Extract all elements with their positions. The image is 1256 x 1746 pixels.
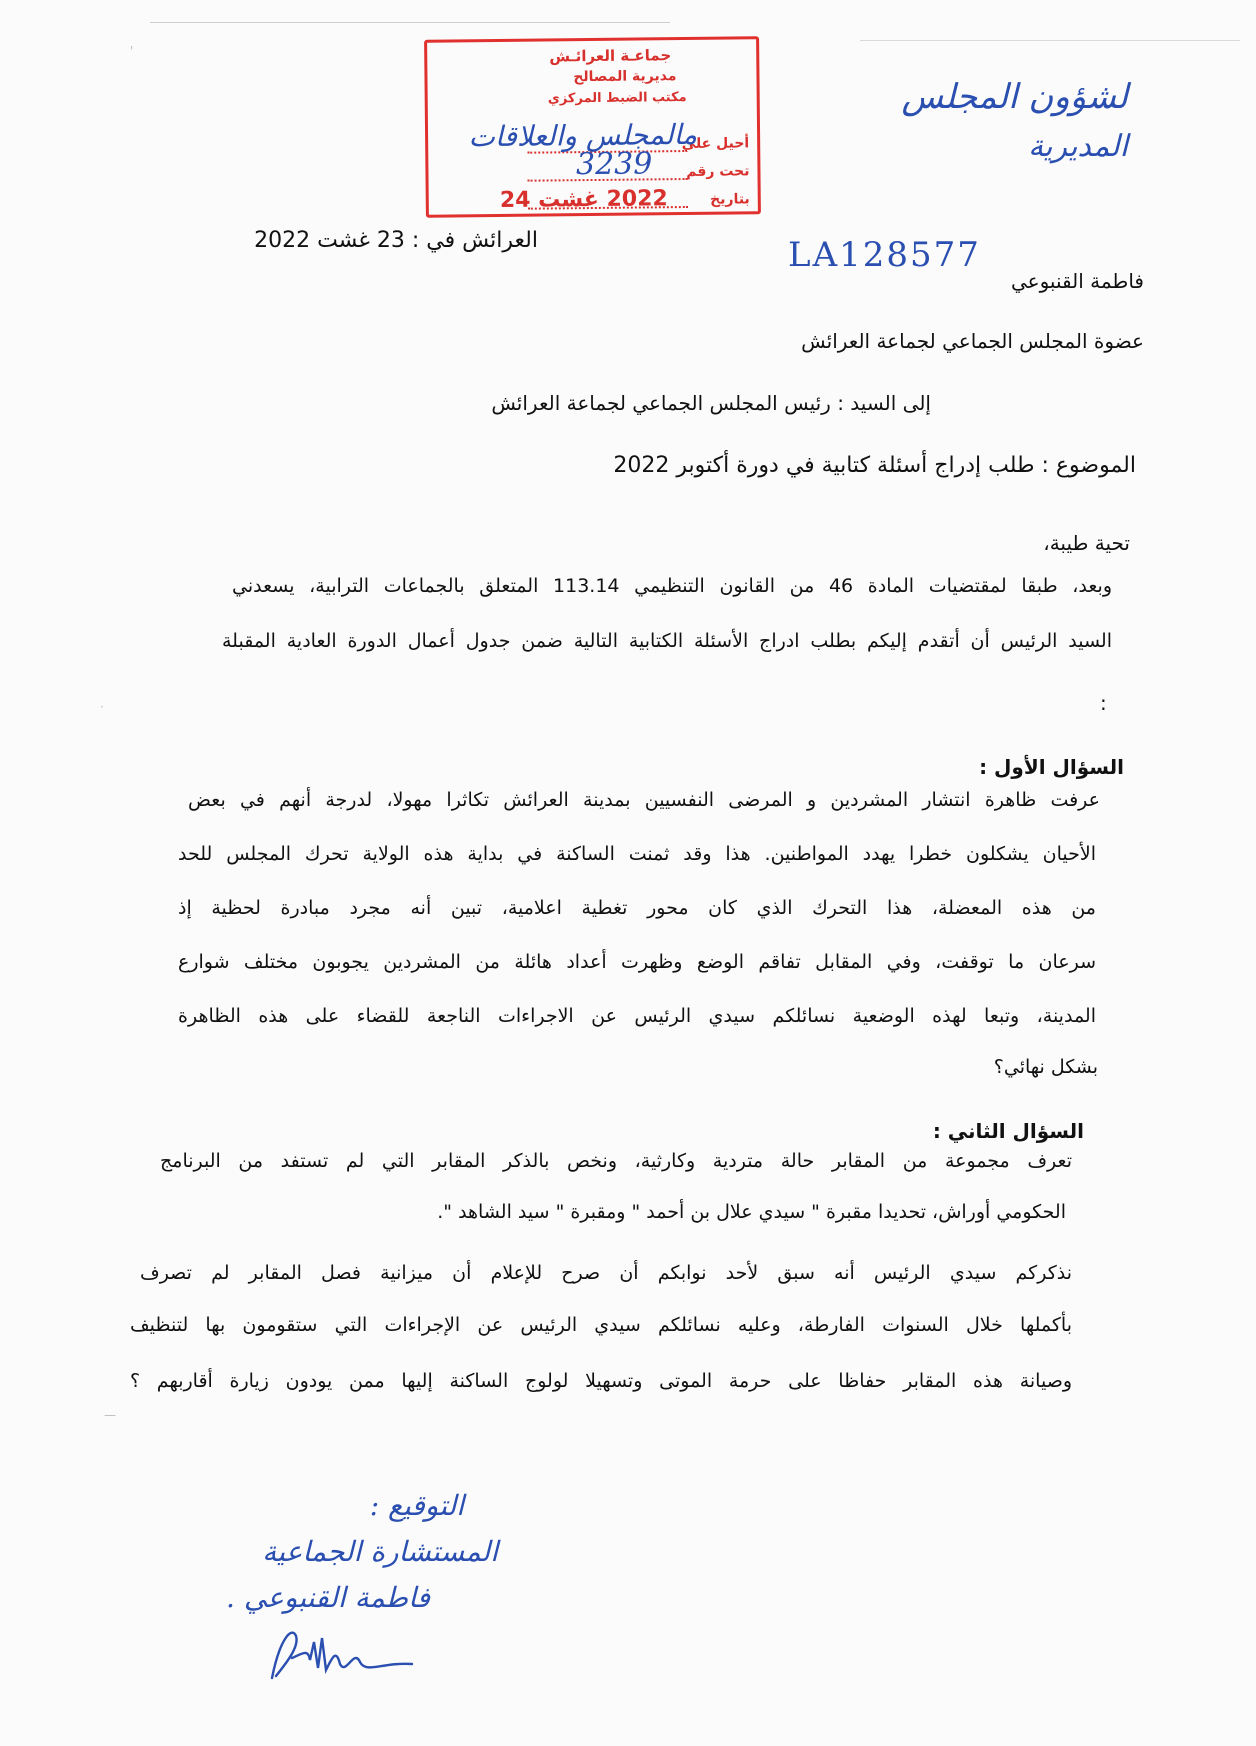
stamp-label-referred: أحيل على	[681, 135, 750, 153]
question-2-line-4: بأكملها خلال السنوات الفارطة، وعليه نسائلكم سيدي الرئيس عن الإجراءات التي ستقومون بها لتنظيف	[130, 1314, 1072, 1336]
question-1-line-2: الأحيان يشكلون خطرا يهدد المواطنين. هذا وقد ثمنت الساكنة في بداية هذه الولاية تحرك المجلس للحد	[178, 843, 1096, 865]
question-1-line-5: المدينة، وتبعا لهذه الوضعية نسائلكم سيدي الرئيس عن الاجراءات الناجعة للقضاء على هذه الظاهرة	[178, 1005, 1096, 1027]
handwritten-signature	[262, 1618, 422, 1688]
question-1-line-6: بشكل نهائي؟	[993, 1056, 1098, 1078]
question-2-line-1: تعرف مجموعة من المقابر حالة متردية وكارثية، ونخص بالذكر المقابر التي لم تستفد من البرنامج	[160, 1150, 1072, 1172]
question-2-line-3: نذكركم سيدي الرئيس أنه سبق لأحد نوابكم أن صرح للإعلام أن ميزانية فصل المقابر لم تصرف	[140, 1262, 1072, 1284]
question-1-line-1: عرفت ظاهرة انتشار المشردين و المرضى النفسيين بمدينة العرائش تكاثرا مهولا، لدرجة أنهم في بعض	[188, 789, 1100, 811]
stamp-line-2: مديرية المصالح	[573, 68, 677, 86]
registry-stamp	[424, 36, 761, 217]
question-2-title: السؤال الثاني :	[932, 1119, 1084, 1143]
handwritten-note-line-2: المديرية	[1028, 129, 1128, 164]
sender-role: عضوة المجلس الجماعي لجماعة العرائش	[801, 329, 1144, 353]
question-2-line-5: وصيانة هذه المقابر حفاظا على حرمة الموتى وتسهيلا لولوج الساكنة إليها ممن يودون زيارة أقاربهم ؟	[130, 1370, 1072, 1392]
greeting: تحية طيبة،	[1043, 531, 1130, 555]
question-2-line-2: الحكومي أوراش، تحديدا مقبرة " سيدي علال بن أحمد " ومقبرة " سيد الشاهد ".	[437, 1201, 1066, 1223]
question-1-line-3: من هذه المعضلة، هذا التحرك الذي كان محور تغطية اعلامية، تبين أنه مجرد مبادرة لحظية إذ	[178, 897, 1096, 919]
stamp-label-date: بتاريخ	[710, 191, 750, 208]
stamp-label-number: تحت رقم	[686, 163, 750, 181]
signature-line-1: التوقيع :	[369, 1489, 464, 1522]
signature-line-2: المستشارة الجماعية	[262, 1535, 498, 1568]
scan-edge-line	[150, 22, 670, 23]
scan-edge-line-right	[860, 40, 1240, 41]
signature-line-3: فاطمة القنبوعي .	[226, 1581, 430, 1614]
intro-line-2: السيد الرئيس أن أتقدم إليكم بطلب ادراج الأسئلة الكتابية التالية ضمن جدول أعمال الدورة العادية المقبلة	[222, 630, 1112, 652]
place-date: العرائش في : 23 غشت 2022	[254, 228, 538, 253]
stamp-handwritten-number: 3239	[575, 146, 653, 183]
intro-line-3: :	[1100, 691, 1107, 715]
question-1-line-4: سرعان ما توقفت، وفي المقابل تفاقم الوضع وظهرت أعداد هائلة من المشردين يجوبون مختلف شوارع	[178, 951, 1096, 973]
margin-mark: ·	[100, 700, 104, 714]
sender-name: فاطمة القنبوعي	[1011, 269, 1144, 293]
stamp-line-3: مكتب الضبط المركزي	[547, 90, 687, 107]
stamp-handwritten-referred: مالمجلس والعلاقات	[468, 117, 698, 154]
reference-code: LA128577	[788, 235, 981, 275]
margin-mark: —	[104, 1408, 116, 1422]
handwritten-note-line-1: لشؤون المجلس	[901, 77, 1128, 117]
margin-mark: '	[130, 44, 134, 58]
subject: الموضوع : طلب إدراج أسئلة كتابية في دورة أكتوبر 2022	[613, 453, 1136, 478]
stamp-line-1: جماعـة العرائـش	[549, 46, 672, 66]
stamp-date-value: 2022 غشت 24	[499, 186, 668, 213]
recipient: إلى السيد : رئيس المجلس الجماعي لجماعة العرائش	[491, 391, 931, 415]
question-1-title: السؤال الأول :	[979, 755, 1124, 779]
intro-line-1: وبعد، طبقا لمقتضيات المادة 46 من القانون التنظيمي 113.14 المتعلق بالجماعات الترابية، يسعدني	[232, 575, 1112, 597]
